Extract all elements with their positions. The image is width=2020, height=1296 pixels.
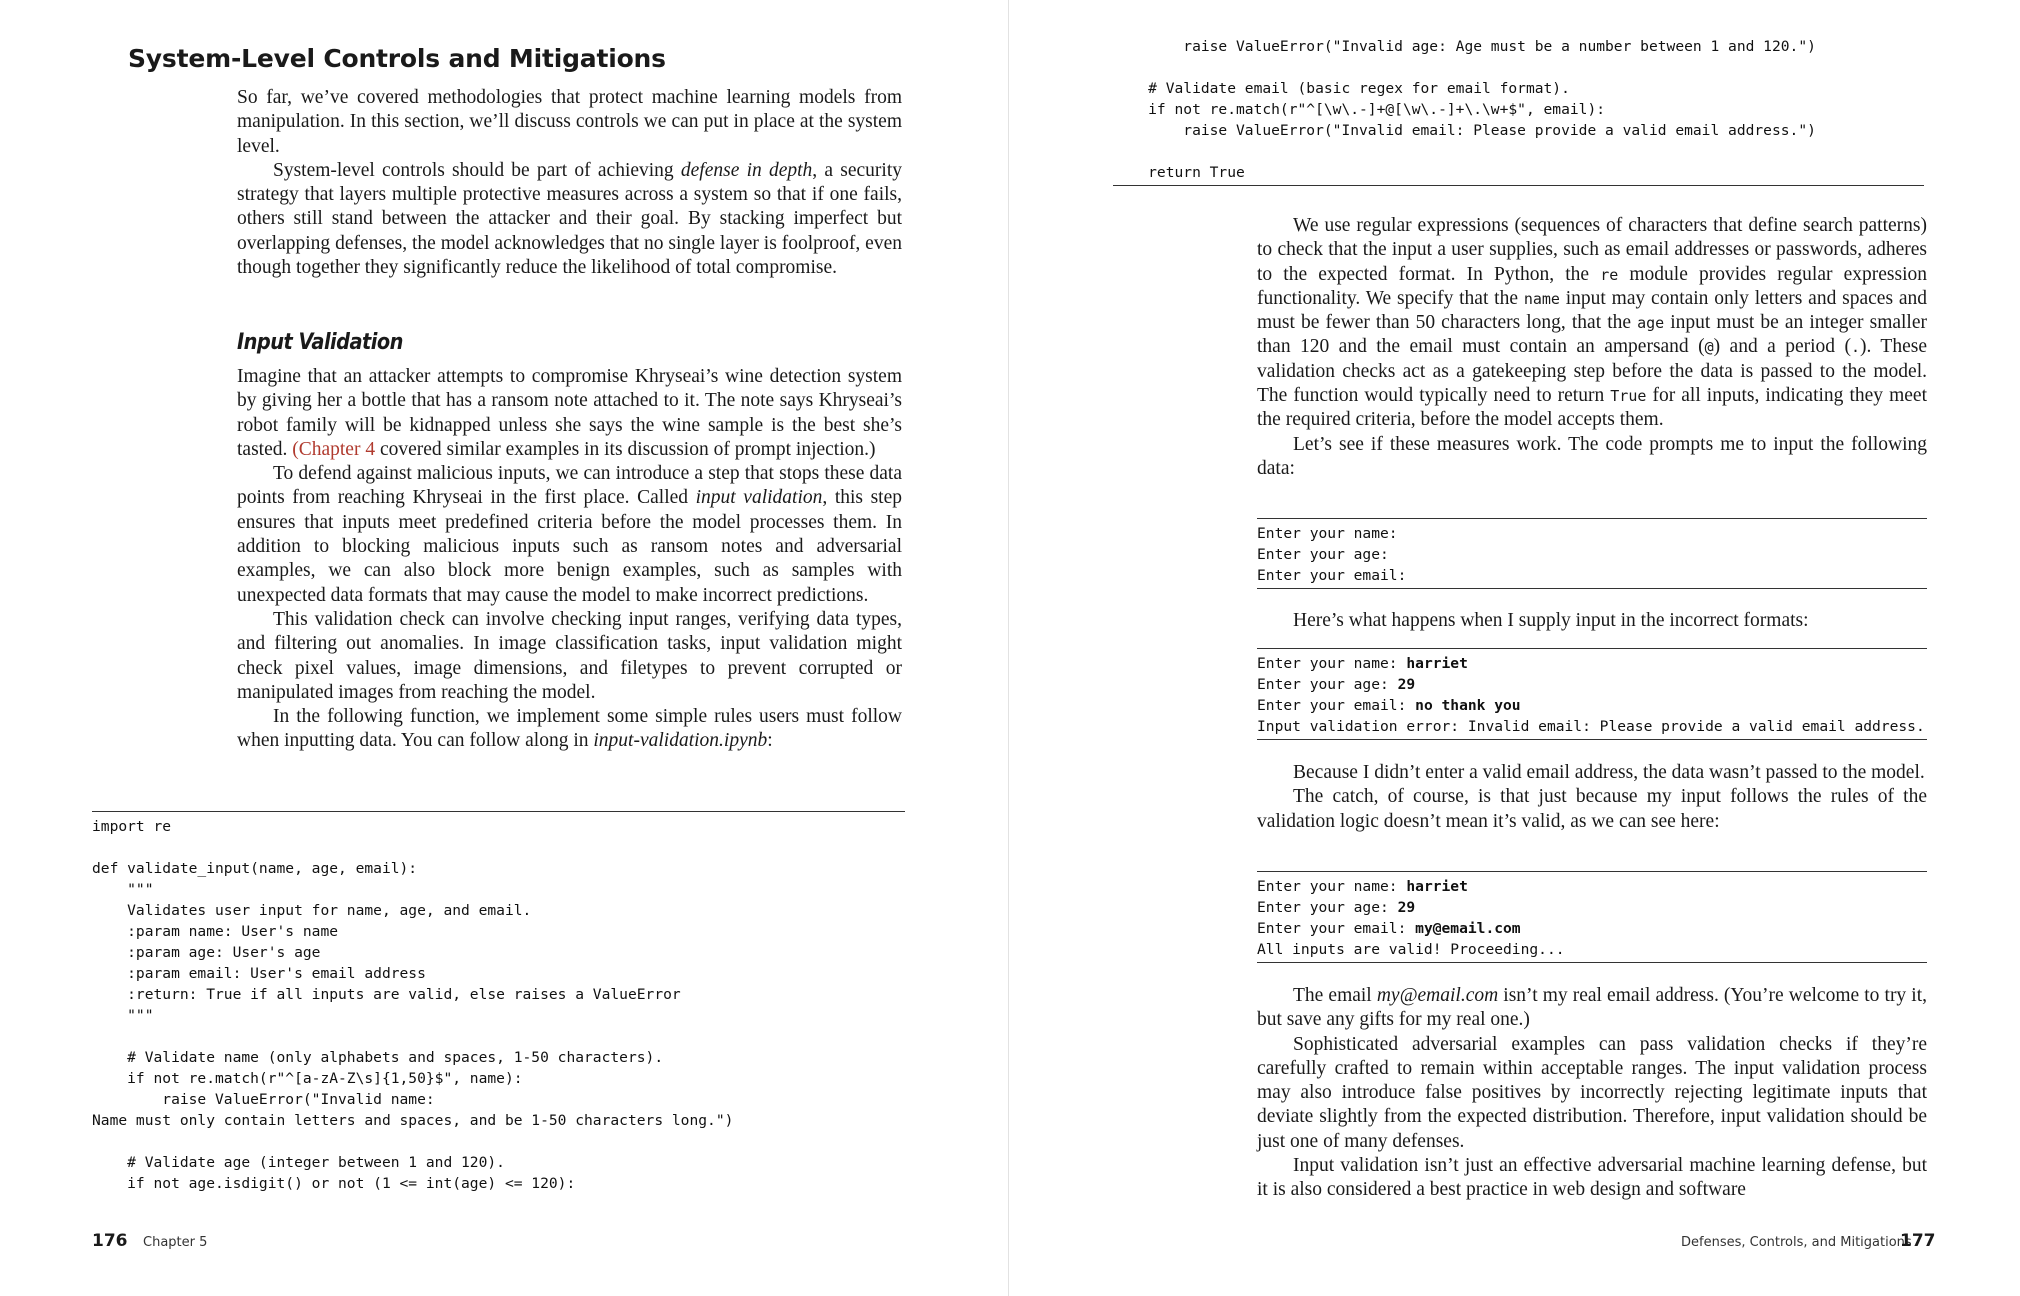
section-title: System-Level Controls and Mitigations <box>128 44 666 73</box>
running-head: Defenses, Controls, and Mitigations <box>1681 1235 1912 1250</box>
notebook-filename: input-validation.ipynb <box>593 730 768 752</box>
prompt-line: Enter your email: <box>1257 567 1407 584</box>
page-number: 177 <box>1900 1231 1936 1251</box>
body-paragraph: Input validation isn’t just an effective adversarial machine learning defense, but it is also considered a best practice in web design and software <box>1257 1155 1927 1201</box>
prompt-line: Enter your name: <box>1257 525 1398 542</box>
body-paragraph: This validation check can involve checking input ranges, verifying data types, and filtering out anomalies. In image classification tasks, input validation might check pixel values, image dimensions, and filetypes to prevent corrupted or manipulated images from reaching the model. <box>237 608 902 703</box>
body-paragraph: Here’s what happens when I supply input in the incorrect formats: <box>1293 610 1809 631</box>
validation-result: All inputs are valid! Proceeding... <box>1257 941 1565 958</box>
session-incorrect-input: Enter your name: harriet Enter your age: 29 Enter your email: no thank you Input validation error: Invalid email: Please provide a valid email address. <box>1257 648 1927 740</box>
intro-paragraph: So far, we’ve covered methodologies that protect machine learning models from manipulation. In this section, we’ll discuss controls we can put in place at the system level. <box>237 87 902 157</box>
body-paragraph: Because I didn’t enter a valid email address, the data wasn’t passed to the model. <box>1293 762 1925 783</box>
validation-result: Input validation error: Invalid email: Please provide a valid email address. <box>1257 718 1925 735</box>
chapter-4-link[interactable]: (Chapter 4 <box>292 438 376 460</box>
defense-in-depth-paragraph: System-level controls should be part of achieving defense in depth, a security strategy that layers multiple protective measures across a system so that if one fails, others still stand between the attacker and their goal. By stacking imperfect but overlapping defenses, the model acknowledges that no single layer is foolproof, even though together they significantly reduce the likelihood of total compromise. <box>237 159 902 279</box>
running-head: Chapter 5 <box>143 1235 208 1250</box>
defense-in-depth-term: defense in depth <box>680 159 813 181</box>
left-page <box>0 0 1008 1296</box>
body-paragraph: To defend against malicious inputs, we can introduce a step that stops these data points from reaching Khryseai in the first place. Called input validation, this step ensures that inputs meet predefined criteria before the model processes them. In addition to blocking malicious inputs such as ransom notes and adversarial examples, we can also block more benign examples, such as samples with unexpected data formats that may cause the model to make incorrect predictions. <box>237 463 902 606</box>
right-page <box>1010 0 2020 1296</box>
subsection-title: Input Validation <box>237 330 403 355</box>
session-valid-input: Enter your name: harriet Enter your age: 29 Enter your email: my@email.com All inputs are valid! Proceeding... <box>1257 871 1927 963</box>
code-listing <box>92 811 905 1196</box>
prompt-listing <box>1257 518 1927 589</box>
body-paragraph: In the following function, we implement some simple rules users must follow when inputting data. You can follow along in input-validation.ipynb: <box>237 706 902 752</box>
code-text: import re def validate_input(name, age, email): """ Validates user input for name, age, and email. :param name: User's name :param age: User's age :param email: User's email address :return: True if all inputs are valid, else raises a ValueError """ # Validate name (only alphabets and spaces, 1-50 characters). if not re.match(r"^[a-zA-Z\s]{1,50}$", name): raise ValueError("Invalid name: Name must only contain letters and spaces, and be 1-50 characters long.") # Validate age (integer between 1 and 120). if not age.isdigit() or not (1 <= int(age) <= 120): <box>92 818 734 1192</box>
prompt-line: Enter your age: <box>1257 546 1389 563</box>
body-paragraph: Imagine that an attacker attempts to compromise Khryseai’s wine detection system by giving her a bottle that has a ransom note attached to it. The note says Khryseai’s robot family will be kidnapped unless she says the wine sample is the best she’s tasted. (Chapter 4 covered similar examples in its discussion of prompt injection.) <box>237 366 902 460</box>
code-text: raise ValueError("Invalid age: Age must be a number between 1 and 120.") # Validate email (basic regex for email format). if not re.match(r"^[\w\.-]+@[\w\.-]+\.\w+$", email): raise ValueError("Invalid email: Please provide a valid email address.") return True <box>1148 38 1816 181</box>
body-paragraph: The catch, of course, is that just because my input follows the rules of the validation logic doesn’t mean it’s valid, as we can see here: <box>1257 786 1927 832</box>
body-paragraph: The email my@email.com isn’t my real email address. (You’re welcome to try it, but save any gifts for my real one.) <box>1257 985 1927 1031</box>
page-number: 176 <box>92 1231 128 1251</box>
code-listing-continued <box>1113 36 1924 186</box>
body-paragraph: Sophisticated adversarial examples can pass validation checks if they’re carefully crafted to remain within acceptable ranges. The input validation process may also introduce false positives by incorrectly rejecting legitimate inputs that deviate slightly from the expected distribution. Therefore, input validation should be just one of many defenses. <box>1257 1033 1927 1152</box>
input-validation-text <box>237 365 902 754</box>
body-paragraph: We use regular expressions (sequences of characters that define search patterns) to check that the input a user supplies, such as email addresses or passwords, adheres to the expected format. In Python, the re module provides regular expression functionality. We specify that the name input may contain only letters and spaces and must be fewer than 50 characters long, that the age input must be an integer smaller than 120 and the email must contain an ampersand (@) and a period (.). These validation checks act as a gatekeeping step before the data is passed to the model. The function would typically need to return True for all inputs, indicating they meet the required criteria, before the model accepts them. <box>1257 215 1927 431</box>
intro-text <box>237 86 902 280</box>
regex-text <box>1257 214 1927 481</box>
body-paragraph: Let’s see if these measures work. The code prompts me to input the following data: <box>1257 433 1927 479</box>
